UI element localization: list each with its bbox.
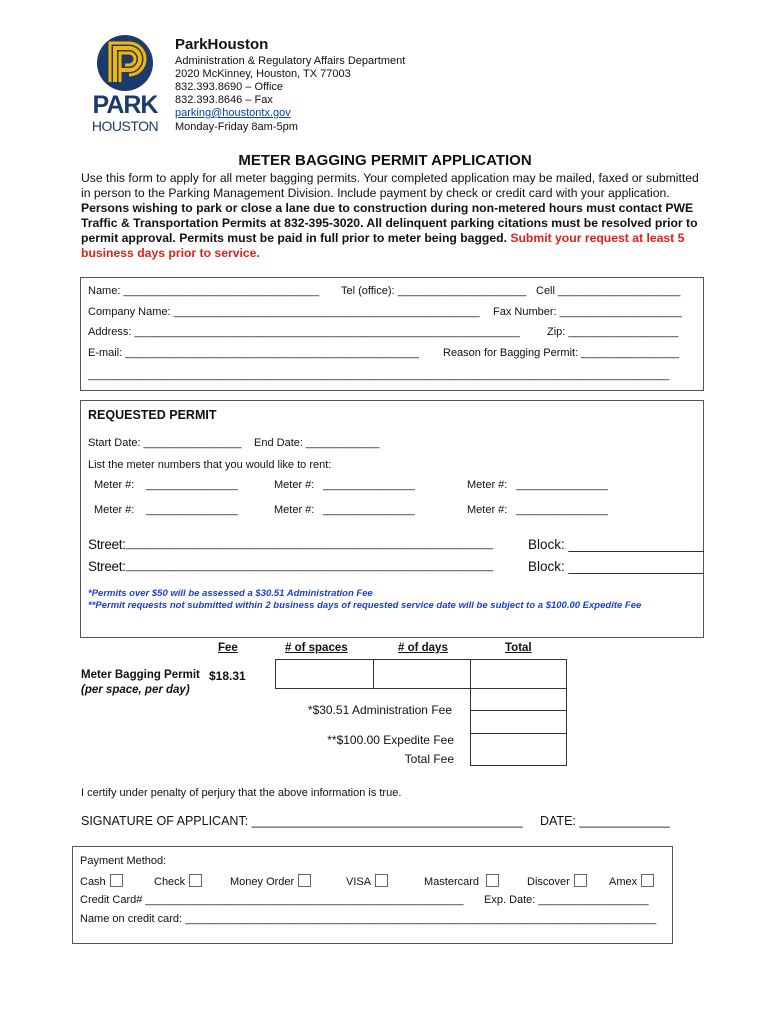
expedite-fee-cell[interactable] [470, 710, 567, 734]
admin-fee-note: *Permits over $50 will be assessed a $30.51 Administration Fee [88, 588, 373, 599]
meter-list-label: List the meter numbers that you would like to rent: [88, 459, 332, 471]
intro-paragraph [81, 171, 705, 261]
permit-price: $18.31 [209, 669, 246, 683]
payment-check-label: Check [154, 876, 186, 888]
block-field[interactable]: Block: __________________ [528, 537, 704, 552]
permit-item-sub: (per space, per day) [81, 684, 190, 696]
logo-word-houston: HOUSTON [91, 118, 159, 134]
end-date-field[interactable]: End Date: ____________ [254, 437, 380, 449]
payment-visa[interactable] [346, 874, 388, 888]
intro-plain: Use this form to apply for all meter bagging permits. Your completed application may be mailed, faxed or submitted in person to the Parking Management Division. Include payment by check or credit card with your application. [81, 171, 699, 200]
reason-field[interactable]: Reason for Bagging Permit: ________________ [443, 347, 680, 359]
exp-date-field[interactable]: Exp. Date: __________________ [484, 894, 649, 906]
payment-method-label: Payment Method: [80, 855, 167, 867]
payment-money-order-label: Money Order [230, 876, 295, 888]
office-hours: Monday-Friday 8am-5pm [175, 121, 298, 133]
col-fee-header: Fee [218, 642, 238, 654]
block-field[interactable]: Block: __________________ [528, 559, 704, 574]
col-spaces-header: # of spaces [285, 642, 348, 654]
spaces-input[interactable] [275, 659, 374, 689]
meter-label: Meter #: [274, 479, 315, 491]
logo-word-park: PARK [92, 91, 158, 119]
payment-amex[interactable] [609, 874, 654, 888]
payment-discover-label: Discover [527, 876, 570, 888]
form-title: METER BAGGING PERMIT APPLICATION [238, 152, 532, 169]
meter-field[interactable]: _______________ [323, 504, 415, 516]
requested-permit-title: REQUESTED PERMIT [88, 408, 217, 422]
street-field[interactable]: ____________________________________________________________ [126, 560, 494, 572]
payment-cash-label: Cash [80, 876, 106, 888]
street-field[interactable]: ____________________________________________________________ [126, 538, 494, 550]
start-date-field[interactable]: Start Date: ________________ [88, 437, 242, 449]
meter-label: Meter #: [467, 479, 508, 491]
company-field[interactable]: Company Name: __________________________________________________ [88, 306, 480, 318]
meter-label: Meter #: [94, 479, 135, 491]
meter-field[interactable]: _______________ [146, 479, 238, 491]
payment-discover[interactable] [527, 874, 587, 888]
meter-label: Meter #: [94, 504, 135, 516]
total-fee-label: Total Fee [404, 752, 454, 766]
admin-fee-cell[interactable] [470, 688, 567, 711]
col-total-header: Total [505, 642, 532, 654]
meter-label: Meter #: [467, 504, 508, 516]
amex-checkbox[interactable] [641, 874, 654, 887]
intro-bold: Persons wishing to park or close a lane due to construction during non-metered hours must contact PWE Traffic & Transportation Permits at 832-395-3020. All delinquent parking citations must be resolved prior to permit approval. Permits must be paid in full prior to meter being bagged. [81, 201, 698, 245]
meter-label: Meter #: [274, 504, 315, 516]
tel-field[interactable]: Tel (office): _____________________ [341, 285, 527, 297]
payment-amex-label: Amex [609, 876, 638, 888]
payment-money-order[interactable] [230, 874, 311, 888]
payment-check[interactable] [154, 874, 202, 888]
total-fee-cell[interactable] [470, 733, 567, 766]
admin-fee-label: *$30.51 Administration Fee [307, 703, 452, 717]
payment-visa-label: VISA [346, 876, 372, 888]
credit-card-field[interactable]: Credit Card# ____________________________________________________ [80, 894, 464, 906]
intro-warning: Submit your request at least 5 business days prior to service. [81, 231, 685, 260]
meter-field[interactable]: _______________ [323, 479, 415, 491]
expedite-fee-note: **Permit requests not submitted within 2 business days of requested service date will be subject to a $100.00 Expedite Fee [88, 600, 642, 611]
zip-field[interactable]: Zip: __________________ [547, 326, 679, 338]
street-label: Street: [88, 537, 126, 552]
payment-cash[interactable] [80, 874, 123, 888]
subtotal-cell[interactable] [470, 659, 567, 689]
meter-field[interactable]: _______________ [516, 504, 608, 516]
date-field[interactable]: DATE: _____________ [540, 814, 670, 828]
mastercard-checkbox[interactable] [486, 874, 499, 887]
card-name-field[interactable]: Name on credit card: _____________________________________________________________________________ [80, 913, 657, 925]
street-label: Street: [88, 559, 126, 574]
visa-checkbox[interactable] [375, 874, 388, 887]
parkhouston-logo [82, 34, 168, 134]
permit-item-label: Meter Bagging Permit [81, 669, 200, 681]
fax-field[interactable]: Fax Number: ____________________ [493, 306, 682, 318]
address-field[interactable]: Address: _______________________________________________________________ [88, 326, 520, 338]
check-checkbox[interactable] [189, 874, 202, 887]
cell-field[interactable]: Cell ____________________ [536, 285, 681, 297]
email-link[interactable]: parking@houstontx.gov [175, 107, 291, 119]
fax-phone: 832.393.8646 – Fax [175, 94, 273, 106]
reason-extra-line[interactable]: _______________________________________________________________________________________________ [88, 369, 670, 381]
meter-field[interactable]: _______________ [146, 504, 238, 516]
money-order-checkbox[interactable] [298, 874, 311, 887]
name-field[interactable]: Name: ________________________________ [88, 285, 320, 297]
org-address: 2020 McKinney, Houston, TX 77003 [175, 68, 351, 80]
payment-mastercard-label: Mastercard [424, 876, 480, 888]
office-phone: 832.393.8690 – Office [175, 81, 284, 93]
payment-mastercard[interactable] [424, 874, 499, 888]
email-field[interactable]: E-mail: ________________________________________________ [88, 347, 419, 359]
org-name: ParkHouston [175, 36, 269, 53]
expedite-fee-label: **$100.00 Expedite Fee [327, 733, 454, 747]
signature-field[interactable]: SIGNATURE OF APPLICANT: _______________________________________ [81, 814, 523, 828]
meter-field[interactable]: _______________ [516, 479, 608, 491]
cash-checkbox[interactable] [110, 874, 123, 887]
days-input[interactable] [373, 659, 471, 689]
dept-name: Administration & Regulatory Affairs Department [175, 55, 406, 67]
discover-checkbox[interactable] [574, 874, 587, 887]
col-days-header: # of days [398, 642, 448, 654]
certify-statement: I certify under penalty of perjury that the above information is true. [81, 787, 402, 799]
